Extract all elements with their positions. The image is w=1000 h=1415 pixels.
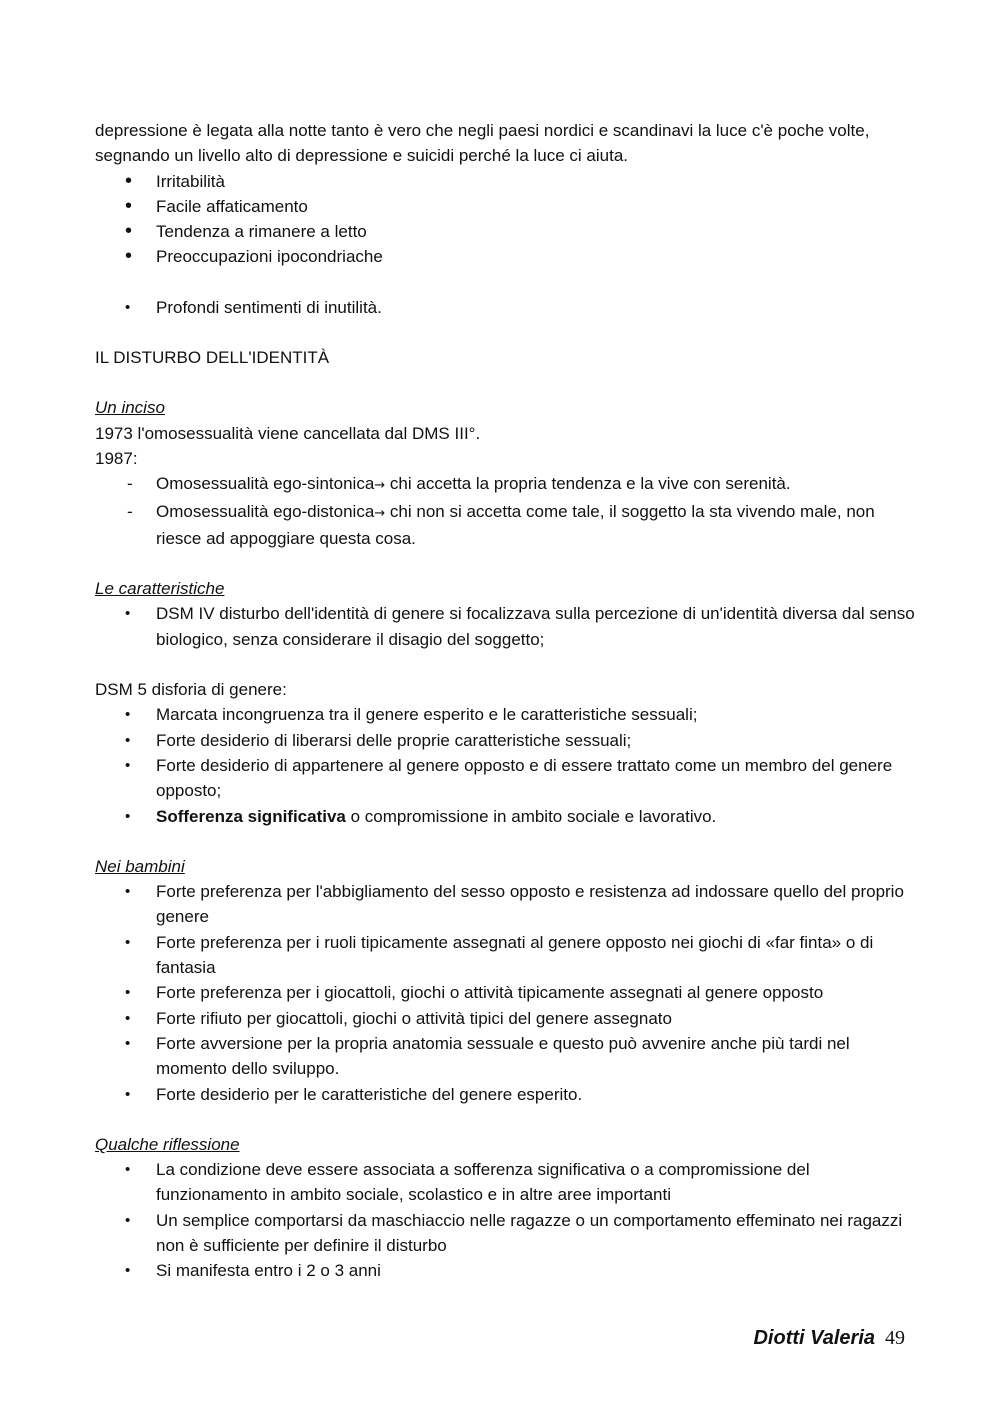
- bullet-icon: •: [125, 1211, 131, 1229]
- list-item: - Omosessualità ego-distonica→ chi non si accetta come tale, il soggetto la sta vivendo male, non riesce ad appoggiare questa cosa.: [95, 499, 915, 552]
- bullet-icon: •: [125, 1262, 131, 1280]
- intro-paragraph: depressione è legata alla notte tanto è vero che negli paesi nordici e scandinavi la luce c'è poche volte, segnando un livello alto di depressione e suicidi perché la luce ci aiuta.: [95, 121, 870, 166]
- bullet-icon: •: [125, 933, 131, 951]
- list-item: • Forte desiderio per le caratteristiche del genere esperito.: [95, 1082, 915, 1107]
- bullet-icon: •: [125, 1034, 131, 1052]
- arrow-right-icon: →: [374, 505, 386, 521]
- author-name: Diotti Valeria: [753, 1327, 875, 1349]
- bullet-icon: •: [125, 245, 133, 268]
- bullet-icon: •: [125, 984, 131, 1002]
- bullet-icon: •: [125, 883, 131, 901]
- inciso-line: 1987:: [95, 448, 138, 468]
- bullet-icon: •: [125, 194, 133, 217]
- subheading-riflessione: Qualche riflessione: [95, 1134, 240, 1154]
- bullet-icon: •: [125, 220, 133, 243]
- subheading-bambini: Nei bambini: [95, 856, 185, 876]
- bambini-list: [95, 879, 915, 1107]
- list-item: • Tendenza a rimanere a letto: [125, 220, 367, 243]
- list-item: • Profondi sentimenti di inutilità.: [95, 295, 915, 320]
- bold-phrase: Sofferenza significativa: [156, 806, 346, 826]
- symptom-list: [95, 169, 915, 270]
- bullet-icon: •: [125, 731, 131, 749]
- bullet-icon: •: [125, 706, 131, 724]
- bullet-icon: •: [125, 756, 131, 774]
- list-item: • Forte desiderio di appartenere al genere opposto e di essere trattato come un membro del genere opposto;: [95, 753, 915, 804]
- dash-icon: -: [127, 501, 133, 521]
- dsm5-intro: DSM 5 disforia di genere:: [95, 680, 287, 700]
- list-item: - Omosessualità ego-sintonica→ chi accetta la propria tendenza e la vive con serenità.: [95, 471, 915, 498]
- page-footer: [753, 1327, 905, 1350]
- riflessione-list: [95, 1157, 915, 1283]
- subheading-caratteristiche: Le caratteristiche: [95, 579, 225, 599]
- section-title: IL DISTURBO DELL'IDENTITÀ: [95, 348, 330, 368]
- list-item: • Forte preferenza per i giocattoli, giochi o attività tipicamente assegnati al genere opposto: [95, 980, 915, 1005]
- list-item: • Un semplice comportarsi da maschiaccio nelle ragazze o un comportamento effeminato nei ragazzi non è sufficiente per definire il disturbo: [95, 1208, 915, 1259]
- bullet-icon: •: [125, 605, 131, 623]
- list-item: • Facile affaticamento: [125, 194, 308, 217]
- inciso-list: [95, 471, 915, 551]
- list-item: • Preoccupazioni ipocondriache: [125, 245, 383, 268]
- list-item: • Marcata incongruenza tra il genere esperito e le caratteristiche sessuali;: [95, 702, 915, 727]
- dsm5-list: [95, 702, 915, 828]
- bullet-icon: •: [125, 169, 133, 192]
- list-item: • Forte desiderio di liberarsi delle proprie caratteristiche sessuali;: [95, 728, 915, 753]
- list-item: • Si manifesta entro i 2 o 3 anni: [95, 1258, 915, 1283]
- bullet-icon: •: [125, 1009, 131, 1027]
- list-item: • DSM IV disturbo dell'identità di genere si focalizzava sulla percezione di un'identità diversa dal senso biologico, senza considerare il disagio del soggetto;: [95, 601, 915, 652]
- list-item: • La condizione deve essere associata a sofferenza significativa o a compromissione del funzionamento in ambito sociale, scolastico e in altre aree importanti: [95, 1157, 915, 1208]
- caratteristiche-list: [95, 601, 915, 652]
- subheading-inciso: Un inciso: [95, 398, 165, 418]
- list-item: • Sofferenza significativa o compromissione in ambito sociale e lavorativo.: [95, 804, 915, 829]
- inciso-line: 1973 l'omosessualità viene cancellata dal DMS III°.: [95, 423, 481, 443]
- bullet-icon: •: [125, 1161, 131, 1179]
- dash-icon: -: [127, 474, 133, 494]
- bullet-icon: •: [125, 1085, 131, 1103]
- page-number: 49: [885, 1327, 905, 1349]
- arrow-right-icon: →: [374, 478, 386, 494]
- list-item: • Forte rifiuto per giocattoli, giochi o attività tipici del genere assegnato: [95, 1006, 915, 1031]
- bullet-icon: •: [125, 807, 131, 825]
- list-item: • Forte avversione per la propria anatomia sessuale e questo può avvenire anche più tardi nel momento dello sviluppo.: [95, 1031, 915, 1082]
- bullet-icon: •: [125, 298, 131, 316]
- symptom-list-last: [95, 295, 915, 320]
- list-item: • Forte preferenza per l'abbigliamento del sesso opposto e resistenza ad indossare quello del proprio genere: [95, 879, 915, 930]
- list-item: • Irritabilità: [125, 169, 225, 192]
- document-body: [95, 118, 915, 1284]
- list-item: • Forte preferenza per i ruoli tipicamente assegnati al genere opposto nei giochi di «far finta» o di fantasia: [95, 930, 915, 981]
